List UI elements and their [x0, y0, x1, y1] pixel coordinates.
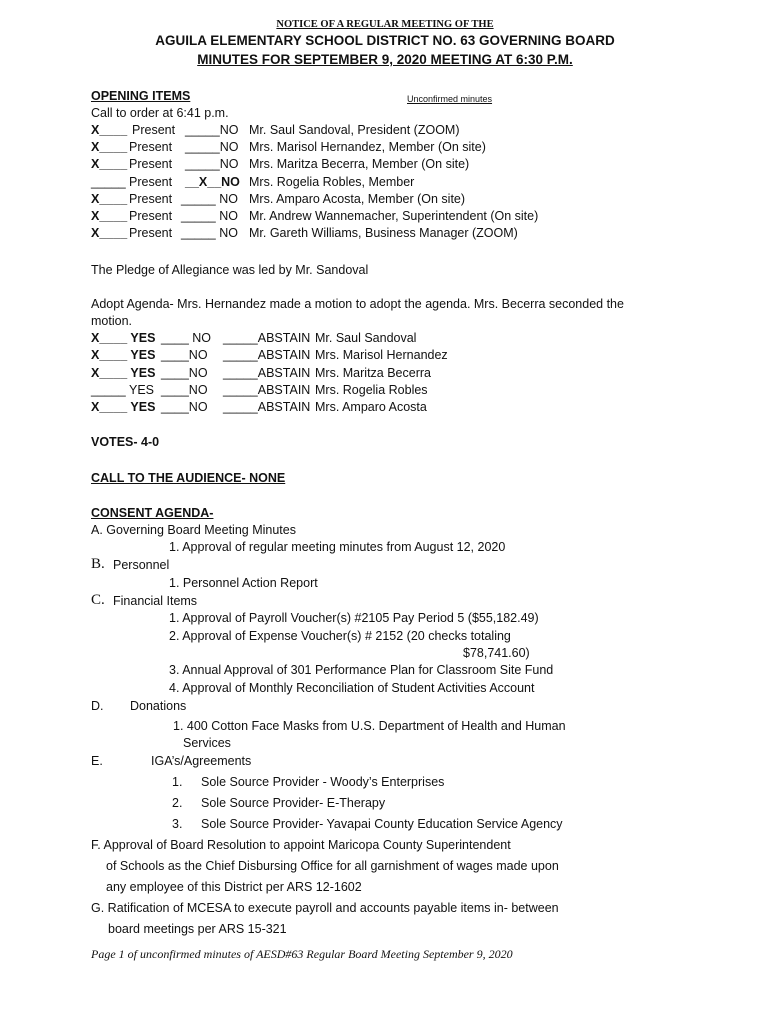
- call-to-audience: CALL TO THE AUDIENCE- NONE: [91, 471, 286, 485]
- agreement-number: 3.: [172, 817, 183, 831]
- agreement-item: Sole Source Provider - Woody’s Enterprises: [201, 775, 445, 789]
- present-mark: _____: [91, 175, 126, 189]
- votes-total: VOTES- 4-0: [91, 435, 160, 449]
- consent-item-b: Personnel: [113, 558, 170, 572]
- member-name: Mrs. Marisol Hernandez, Member (On site): [249, 140, 486, 154]
- present-label: Present: [129, 209, 173, 223]
- district-board-title: AGUILA ELEMENTARY SCHOOL DISTRICT NO. 63 GOVERNING BOARD: [155, 33, 615, 48]
- call-to-order: Call to order at 6:41 p.m.: [91, 106, 229, 120]
- abstain-mark: _____ABSTAIN: [223, 400, 311, 414]
- agreement-item: Sole Source Provider- Yavapai County Education Service Agency: [201, 817, 563, 831]
- member-name: Mr. Gareth Williams, Business Manager (ZOOM): [249, 226, 518, 240]
- voter-name: Mrs. Marisol Hernandez: [315, 348, 448, 362]
- consent-item-f: F. Approval of Board Resolution to appoint Maricopa County Superintendent: [91, 838, 511, 852]
- present-mark: X____: [91, 123, 128, 137]
- no-mark: ____NO: [161, 366, 208, 380]
- unconfirmed-label: Unconfirmed minutes: [407, 94, 493, 104]
- agreement-number: 2.: [172, 796, 183, 810]
- present-label: Present: [132, 123, 176, 137]
- consent-item-a1: 1. Approval of regular meeting minutes from August 12, 2020: [169, 540, 506, 554]
- present-mark: X____: [91, 209, 128, 223]
- consent-item-c: Financial Items: [113, 594, 198, 608]
- consent-agenda-heading: CONSENT AGENDA-: [91, 506, 214, 520]
- consent-item-c1: 1. Approval of Payroll Voucher(s) #2105 Pay Period 5 ($55,182.49): [169, 611, 539, 625]
- yes-mark: X____ YES: [91, 331, 156, 345]
- abstain-mark: _____ABSTAIN: [223, 366, 311, 380]
- absent-mark: _____ NO: [181, 192, 238, 206]
- consent-item-b-letter: B.: [91, 556, 105, 572]
- absent-mark: _____ NO: [181, 209, 238, 223]
- consent-item-c-letter: C.: [91, 592, 105, 608]
- member-name: Mrs. Maritza Becerra, Member (On site): [249, 157, 470, 171]
- consent-item-f-cont2: any employee of this District per ARS 12-1602: [106, 880, 362, 894]
- present-label: Present: [129, 140, 173, 154]
- absent-mark: _____NO: [185, 140, 239, 154]
- member-name: Mrs. Amparo Acosta, Member (On site): [249, 192, 466, 206]
- yes-mark: X____ YES: [91, 366, 156, 380]
- present-mark: X____: [91, 157, 128, 171]
- present-label: Present: [129, 157, 173, 171]
- abstain-mark: _____ABSTAIN: [223, 348, 311, 362]
- consent-item-c3: 3. Annual Approval of 301 Performance Plan for Classroom Site Fund: [169, 663, 554, 677]
- yes-mark: _____ YES: [91, 383, 155, 397]
- minutes-title: MINUTES FOR SEPTEMBER 9, 2020 MEETING AT 6:30 P.M.: [197, 52, 573, 67]
- pledge-text: The Pledge of Allegiance was led by Mr. Sandoval: [91, 263, 369, 277]
- voter-name: Mrs. Maritza Becerra: [315, 366, 431, 380]
- consent-item-e-letter: E.: [91, 754, 103, 768]
- present-label: Present: [129, 226, 173, 240]
- consent-item-c4: 4. Approval of Monthly Reconciliation of Student Activities Account: [169, 681, 535, 695]
- consent-item-e: IGA’s/Agreements: [151, 754, 252, 768]
- consent-item-d: Donations: [130, 699, 187, 713]
- meeting-notice: NOTICE OF A REGULAR MEETING OF THE: [276, 19, 494, 30]
- consent-item-d-letter: D.: [91, 699, 104, 713]
- consent-item-a: A. Governing Board Meeting Minutes: [91, 523, 296, 537]
- present-mark: X____: [91, 192, 128, 206]
- absent-mark: _____NO: [185, 157, 239, 171]
- consent-item-g: G. Ratification of MCESA to execute payroll and accounts payable items in- between: [91, 901, 559, 915]
- adopt-agenda-text: Adopt Agenda- Mrs. Hernandez made a motion to adopt the agenda. Mrs. Becerra seconded the: [91, 297, 624, 311]
- member-name: Mrs. Rogelia Robles, Member: [249, 175, 415, 189]
- present-mark: X____: [91, 226, 128, 240]
- agreement-item: Sole Source Provider- E-Therapy: [201, 796, 386, 810]
- voter-name: Mrs. Rogelia Robles: [315, 383, 428, 397]
- consent-item-f-cont1: of Schools as the Chief Disbursing Office for all garnishment of wages made upon: [106, 859, 559, 873]
- agreement-number: 1.: [172, 775, 183, 789]
- page-footer: Page 1 of unconfirmed minutes of AESD#63 Regular Board Meeting September 9, 2020: [91, 947, 513, 961]
- voter-name: Mr. Saul Sandoval: [315, 331, 417, 345]
- absent-mark: _____NO: [185, 123, 239, 137]
- consent-item-d1-cont: Services: [183, 736, 231, 750]
- present-label: Present: [129, 175, 173, 189]
- absent-mark: __X__NO: [185, 175, 240, 189]
- consent-item-c2-total: $78,741.60): [463, 646, 530, 660]
- abstain-mark: _____ABSTAIN: [223, 383, 311, 397]
- yes-mark: X____ YES: [91, 348, 156, 362]
- abstain-mark: _____ABSTAIN: [223, 331, 311, 345]
- yes-mark: X____ YES: [91, 400, 156, 414]
- no-mark: ____NO: [161, 383, 208, 397]
- no-mark: ____NO: [161, 400, 208, 414]
- opening-items-heading: OPENING ITEMS: [91, 89, 191, 103]
- member-name: Mr. Andrew Wannemacher, Superintendent (On site): [249, 209, 539, 223]
- no-mark: ____ NO: [161, 331, 212, 345]
- consent-item-c2: 2. Approval of Expense Voucher(s) # 2152 (20 checks totaling: [169, 629, 511, 643]
- consent-item-g-cont: board meetings per ARS 15-321: [108, 922, 287, 936]
- adopt-agenda-text-cont: motion.: [91, 314, 132, 328]
- consent-item-b1: 1. Personnel Action Report: [169, 576, 318, 590]
- absent-mark: _____ NO: [181, 226, 238, 240]
- present-label: Present: [129, 192, 173, 206]
- voter-name: Mrs. Amparo Acosta: [315, 400, 427, 414]
- present-mark: X____: [91, 140, 128, 154]
- consent-item-d1: 1. 400 Cotton Face Masks from U.S. Department of Health and Human: [173, 719, 566, 733]
- member-name: Mr. Saul Sandoval, President (ZOOM): [249, 123, 460, 137]
- no-mark: ____NO: [161, 348, 208, 362]
